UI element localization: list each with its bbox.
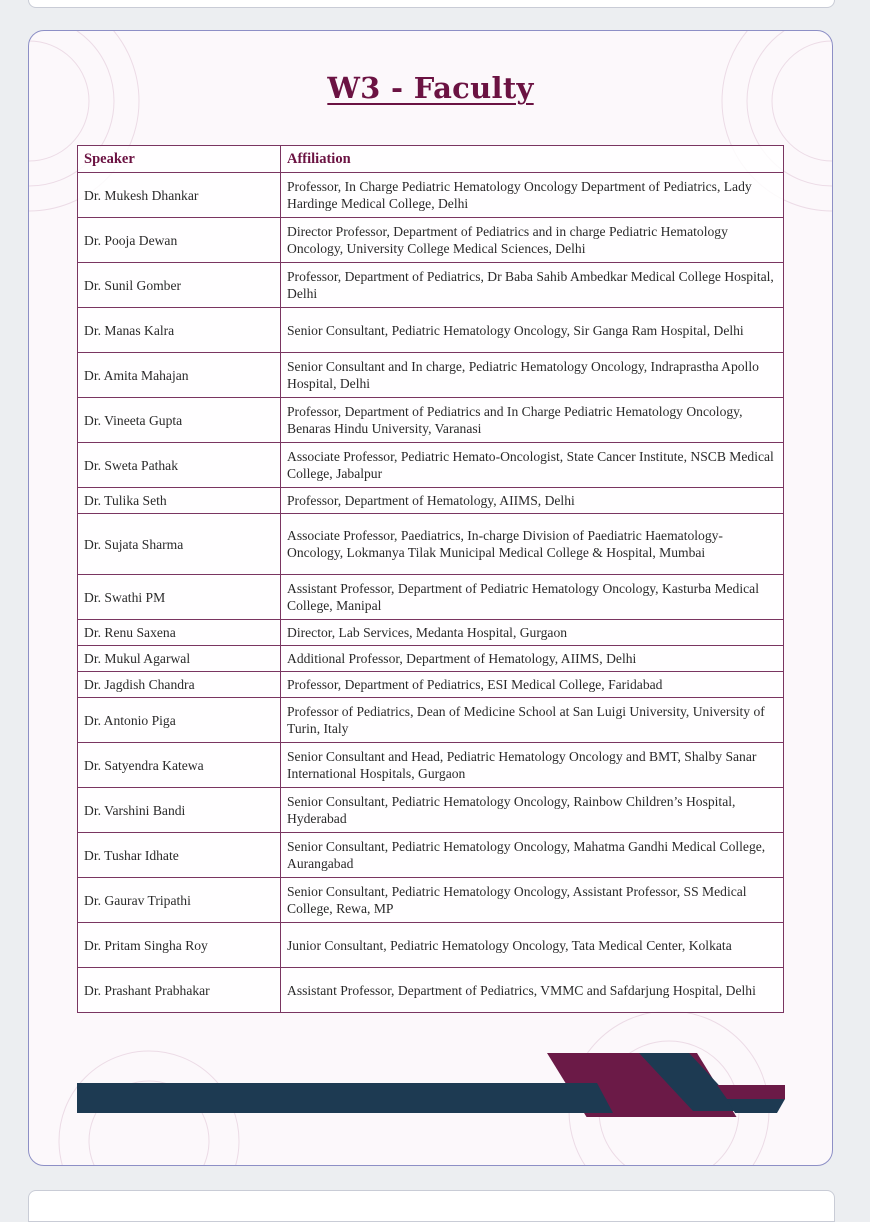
- affiliation-cell: Professor, In Charge Pediatric Hematology Oncology Department of Pediatrics, Lady Hardinge Medical College, Delhi: [281, 173, 784, 218]
- ribbon-navy-bar: [77, 1083, 613, 1113]
- speaker-cell: Dr. Renu Saxena: [78, 620, 281, 646]
- page-title: W3 - Faculty: [327, 71, 534, 105]
- affiliation-cell: Assistant Professor, Department of Pediatrics, VMMC and Safdarjung Hospital, Delhi: [281, 968, 784, 1013]
- speaker-cell: Dr. Mukul Agarwal: [78, 646, 281, 672]
- affiliation-cell: Director Professor, Department of Pediatrics and in charge Pediatric Hematology Oncology, University College Medical Sciences, Delhi: [281, 218, 784, 263]
- affiliation-cell: Senior Consultant, Pediatric Hematology Oncology, Sir Ganga Ram Hospital, Delhi: [281, 308, 784, 353]
- affiliation-cell: Associate Professor, Pediatric Hemato-Oncologist, State Cancer Institute, NSCB Medical College, Jabalpur: [281, 443, 784, 488]
- speaker-cell: Dr. Manas Kalra: [78, 308, 281, 353]
- table-row: [78, 878, 784, 923]
- ribbon-navy-tail: [727, 1099, 785, 1113]
- table-row: [78, 620, 784, 646]
- affiliation-column-header: Affiliation: [281, 146, 784, 173]
- affiliation-cell: Professor, Department of Hematology, AIIMS, Delhi: [281, 488, 784, 514]
- affiliation-cell: Senior Consultant, Pediatric Hematology Oncology, Rainbow Children’s Hospital, Hyderabad: [281, 788, 784, 833]
- speaker-cell: Dr. Antonio Piga: [78, 698, 281, 743]
- table-row: [78, 263, 784, 308]
- table-row: [78, 443, 784, 488]
- table-row: [78, 514, 784, 575]
- affiliation-cell: Senior Consultant, Pediatric Hematology Oncology, Mahatma Gandhi Medical College, Aurangabad: [281, 833, 784, 878]
- speaker-cell: Dr. Gaurav Tripathi: [78, 878, 281, 923]
- affiliation-cell: Professor, Department of Pediatrics, Dr Baba Sahib Ambedkar Medical College Hospital, Delhi: [281, 263, 784, 308]
- affiliation-cell: Director, Lab Services, Medanta Hospital, Gurgaon: [281, 620, 784, 646]
- speaker-cell: Dr. Mukesh Dhankar: [78, 173, 281, 218]
- table-row: [78, 308, 784, 353]
- faculty-table: [77, 145, 784, 1013]
- table-row: [78, 743, 784, 788]
- speaker-cell: Dr. Varshini Bandi: [78, 788, 281, 833]
- speaker-cell: Dr. Amita Mahajan: [78, 353, 281, 398]
- table-row: [78, 575, 784, 620]
- speaker-cell: Dr. Tulika Seth: [78, 488, 281, 514]
- speaker-cell: Dr. Sujata Sharma: [78, 514, 281, 575]
- affiliation-cell: Additional Professor, Department of Hematology, AIIMS, Delhi: [281, 646, 784, 672]
- affiliation-cell: Senior Consultant and In charge, Pediatric Hematology Oncology, Indraprastha Apollo Hospital, Delhi: [281, 353, 784, 398]
- speaker-cell: Dr. Prashant Prabhakar: [78, 968, 281, 1013]
- decorative-ribbon-band: [77, 1047, 785, 1117]
- affiliation-cell: Associate Professor, Paediatrics, In-charge Division of Paediatric Haematology-Oncology, Lokmanya Tilak Municipal Medical College & Hospital, Mumbai: [281, 514, 784, 575]
- speaker-cell: Dr. Pritam Singha Roy: [78, 923, 281, 968]
- affiliation-cell: Assistant Professor, Department of Pediatric Hematology Oncology, Kasturba Medical College, Manipal: [281, 575, 784, 620]
- speaker-cell: Dr. Swathi PM: [78, 575, 281, 620]
- table-row: [78, 353, 784, 398]
- affiliation-cell: Professor of Pediatrics, Dean of Medicine School at San Luigi University, University of Turin, Italy: [281, 698, 784, 743]
- speaker-cell: Dr. Pooja Dewan: [78, 218, 281, 263]
- speaker-cell: Dr. Tushar Idhate: [78, 833, 281, 878]
- table-row: [78, 488, 784, 514]
- affiliation-cell: Professor, Department of Pediatrics and In Charge Pediatric Hematology Oncology, Benaras Hindu University, Varanasi: [281, 398, 784, 443]
- table-row: [78, 833, 784, 878]
- speaker-column-header: Speaker: [78, 146, 281, 173]
- affiliation-cell: Professor, Department of Pediatrics, ESI Medical College, Faridabad: [281, 672, 784, 698]
- table-header-row: [78, 146, 784, 173]
- table-row: [78, 788, 784, 833]
- table-row: [78, 218, 784, 263]
- table-row: [78, 173, 784, 218]
- speaker-cell: Dr. Vineeta Gupta: [78, 398, 281, 443]
- table-row: [78, 646, 784, 672]
- speaker-cell: Dr. Satyendra Katewa: [78, 743, 281, 788]
- table-row: [78, 698, 784, 743]
- speaker-cell: Dr. Sweta Pathak: [78, 443, 281, 488]
- ribbon-maroon-tail: [717, 1085, 785, 1099]
- document-page: [28, 30, 833, 1166]
- table-row: [78, 398, 784, 443]
- previous-page-edge: [28, 0, 835, 8]
- table-row: [78, 923, 784, 968]
- table-row: [78, 968, 784, 1013]
- affiliation-cell: Senior Consultant, Pediatric Hematology Oncology, Assistant Professor, SS Medical College, Rewa, MP: [281, 878, 784, 923]
- affiliation-cell: Junior Consultant, Pediatric Hematology Oncology, Tata Medical Center, Kolkata: [281, 923, 784, 968]
- affiliation-cell: Senior Consultant and Head, Pediatric Hematology Oncology and BMT, Shalby Sanar International Hospitals, Gurgaon: [281, 743, 784, 788]
- next-page-edge: [28, 1190, 835, 1222]
- speaker-cell: Dr. Sunil Gomber: [78, 263, 281, 308]
- speaker-cell: Dr. Jagdish Chandra: [78, 672, 281, 698]
- table-row: [78, 672, 784, 698]
